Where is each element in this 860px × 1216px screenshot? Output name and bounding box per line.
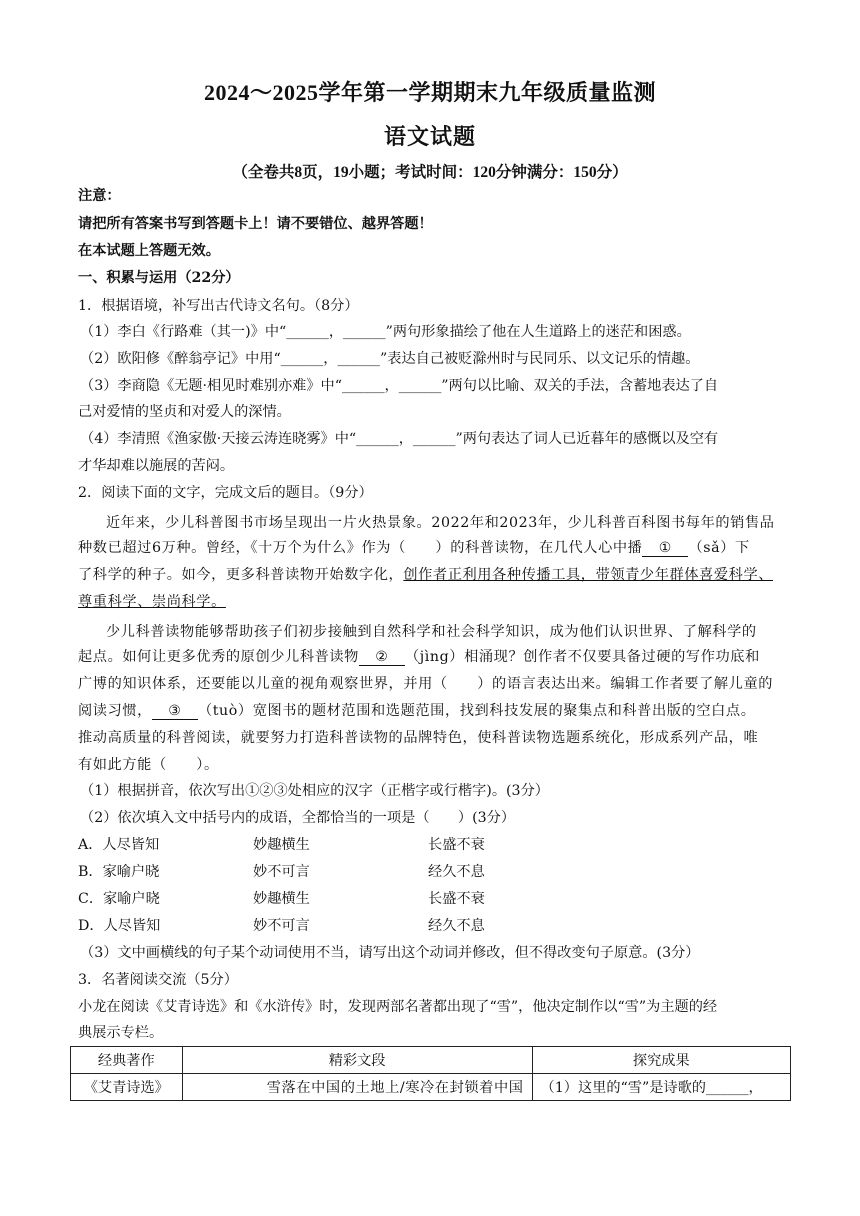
- table-cell: 《艾青诗选》: [71, 1074, 183, 1101]
- blank-1: ①: [642, 540, 688, 557]
- q2-para2-line4: [78, 701, 790, 721]
- table-cell: 雪落在中国的土地上/寒冷在封锁着中国: [182, 1074, 532, 1101]
- q1-part-3b: 己对爱情的坚贞和对爱人的深情。: [78, 404, 291, 420]
- q2-para1-line3: [78, 565, 790, 585]
- option-c-c: 长盛不衰: [428, 891, 485, 907]
- option-c-label: C．家喻户晓: [78, 891, 160, 907]
- q2-para2-line3: 广博的知识体系，还要能以儿童的视角观察世界，并用（ ）的语言表达出来。编辑工作者要了解儿童的: [78, 676, 774, 692]
- q2-para1-line3-text: 了科学的种子。如今，更多科普读物开始数字化，: [78, 567, 404, 583]
- option-a-label: A．人尽皆知: [78, 837, 160, 853]
- notice-line-1: 请把所有答案书写到答题卡上！请不要错位、越界答题！: [78, 216, 433, 232]
- q1-part-2: （2）欧阳修《醉翁亭记》中用“______，______”表达自己被贬滁州时与民同乐、以文记乐的情趣。: [80, 351, 700, 367]
- q2-para2-line2-rest: （jìng）相涌现？创作者不仅要具备过硬的写作功底和: [404, 649, 760, 665]
- exam-title: 2024～2025学年第一学期期末九年级质量监测: [203, 80, 656, 105]
- q2-para2-line5: 推动高质量的科普阅读，就要努力打造科普读物的品牌特色，使科普读物选题系统化，形成系列产品，唯: [78, 730, 759, 746]
- q2-para1-line2-pinyin: （sǎ）下: [688, 540, 750, 556]
- notice-line-2: 在本试题上答题无效。: [78, 243, 220, 259]
- option-d-label: D．人尽皆知: [78, 918, 161, 934]
- q1-stem: 1．根据语境，补写出古代诗文名句。（8分）: [78, 298, 359, 314]
- option-d-c: 经久不息: [428, 918, 485, 934]
- q2-sub-2: （2）依次填入文中括号内的成语，全都恰当的一项是（ ）(3分）: [80, 810, 516, 826]
- q2-para1-line2: [78, 538, 790, 558]
- q2-sub-3: （3）文中画横线的句子某个动词使用不当，请写出这个动词并修改，但不得改变句子原意。(3分）: [80, 945, 700, 961]
- q1-part-4b: 才华却难以施展的苦闷。: [78, 458, 235, 474]
- q2-para2-line2-text: 起点。如何让更多优秀的原创少儿科普读物: [78, 649, 359, 665]
- q3-intro-1: 小龙在阅读《艾青诗选》和《水浒传》时，发现两部名著都出现了“雪”，他决定制作以“雪”为主题的经: [78, 999, 718, 1015]
- table-row: [71, 1074, 791, 1101]
- subject-title: 语文试题: [383, 124, 476, 149]
- q2-para2-line1: 少儿科普读物能够帮助孩子们初步接触到自然科学和社会科学知识，成为他们认识世界、了解科学的: [106, 624, 757, 640]
- option-a-c: 长盛不衰: [428, 837, 485, 853]
- exam-info: （全卷共8页，19小题；考试时间：120分钟满分：150分）: [232, 164, 628, 181]
- q3-stem: 3．名著阅读交流（5分）: [78, 972, 238, 988]
- option-b-label: B．家喻户晓: [78, 864, 160, 880]
- q1-part-4a: （4）李清照《渔家傲·天接云涛连晓雾》中“______，______”两句表达了词人已近暮年的感慨以及空有: [80, 431, 719, 447]
- works-table: [70, 1046, 791, 1101]
- q2-sub-1: （1）根据拼音，依次写出①②③处相应的汉字（正楷字或行楷字)。(3分）: [80, 783, 549, 799]
- q3-intro-2: 典展示专栏。: [78, 1025, 164, 1041]
- q1-part-1: （1）李白《行路难（其一)》中“______，______”两句形象描绘了他在人生道路上的迷茫和困惑。: [80, 324, 691, 340]
- table-header-cell: 精彩文段: [182, 1047, 532, 1074]
- blank-2: ②: [359, 649, 405, 666]
- option-b-b: 妙不可言: [253, 864, 310, 880]
- option-c-b: 妙趣横生: [253, 891, 310, 907]
- option-d-b: 妙不可言: [253, 918, 310, 934]
- option-a-b: 妙趣横生: [253, 837, 310, 853]
- q2-para1-line1: 近年来，少儿科普图书市场呈现出一片火热景象。2022年和2023年，少儿科普百科图书每年的销售品: [106, 515, 775, 531]
- underlined-sentence-part2: 尊重科学、崇尚科学。: [78, 594, 226, 610]
- section-heading: 一、积累与运用（22分）: [78, 270, 240, 286]
- table-header-cell: 探究成果: [532, 1047, 790, 1074]
- q2-stem: 2．阅读下面的文字，完成文后的题目。（9分）: [78, 485, 373, 501]
- blank-3: ③: [152, 703, 198, 720]
- q2-para1-line4: [78, 592, 790, 612]
- q2-para2-line6: 有如此方能（ ）。: [78, 757, 219, 773]
- table-header-cell: 经典著作: [71, 1047, 183, 1074]
- table-cell: （1）这里的“雪”是诗歌的______，: [532, 1074, 790, 1101]
- table-header-row: [71, 1047, 791, 1074]
- q2-para1-line2-text: 种数已超过6万种。曾经，《十万个为什么》作为（ ）的科普读物，在几代人心中播: [78, 540, 643, 556]
- q2-para2-line4-text: 阅读习惯，: [78, 703, 152, 719]
- q2-para2-line2: [78, 647, 790, 667]
- option-b-c: 经久不息: [428, 864, 485, 880]
- underlined-sentence-part1: 创作者正利用各种传播工具，带领青少年群体喜爱科学、: [403, 567, 774, 583]
- q2-para2-line4-rest: （tuò）宽图书的题材范围和选题范围，找到科技发展的聚集点和科普出版的空白点。: [197, 703, 756, 719]
- q1-part-3a: （3）李商隐《无题·相见时难别亦难》中“______，______”两句以比喻、双关的手法，含蓄地表达了自: [80, 378, 719, 394]
- notice-label: 注意：: [78, 188, 121, 204]
